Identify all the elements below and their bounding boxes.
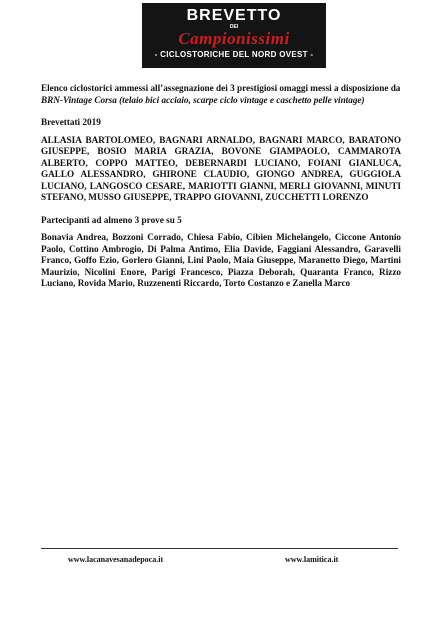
intro-text-end: (telaio bici acciaio, scarpe ciclo vintage e caschetto pelle vintage) [116,94,365,105]
footer-link-right[interactable]: www.lamitica.it [285,555,339,564]
logo-script-title: Campionissimi [178,29,290,48]
partecipanti-list: Bonavia Andrea, Bozzoni Corrado, Chiesa Fabio, Cibien Michelangelo, Ciccone Antonio Paolo, Cottino Ambrogio, Di Palma Antimo, Elia Davide, Faggiani Alessandro, Garavelli Franco, Goffo Ezio, Gorlero Gianni, Lini Paolo, Maia Giuseppe, Maranetto Diego, Martini Maurizio, Nicolini Enore, Parigi Francesco, Piazza Deborah, Quaranta Franco, Rizzo Luciano, Rovida Mario, Ruzzenenti Riccardo, Torto Costanzo e Zanella Marco [41,232,401,288]
footer-link-left[interactable]: www.lacanavesanadepoca.it [68,555,164,564]
document-body [41,83,401,290]
intro-paragraph [41,83,401,106]
brevettati-list: ALLASIA BARTOLOMEO, BAGNARI ARNALDO, BAGNARI MARCO, BARATONO GIUSEPPE, BOSIO MARIA GRAZIA, BOVONE GIAMPAOLO, CAMMAROTA ALBERTO, COPPO MATTEO, DEBERNARDI LUCIANO, FOIANI GIANLUCA, GALLO ALESSANDRO, GHIRONE CLAUDIO, GIONGO ANDREA, GUGGIOLA LUCIANO, LANGOSCO CESARE, MARIOTTI GIANNI, MERLI GIOVANNI, MINUTI STEFANO, MUSSO GIUSEPPE, TRAPPO GIOVANNI, ZUCCHETTI LORENZO [41,134,401,202]
brevettati-heading: Brevettati 2019 [41,117,101,127]
brevetto-logo [142,3,326,68]
footer-divider [41,548,398,549]
logo-dei: DEI [229,24,239,30]
logo-title: BREVETTO [186,7,282,24]
partecipanti-heading: Partecipanti ad almeno 3 prove su 5 [41,214,182,225]
intro-brand: BRN-Vintage Corsa [41,94,117,105]
intro-text-start: Elenco ciclostorici ammessi all’assegnazione dei 3 prestigiosi omaggi messi a disposizione da [41,83,401,93]
logo-subtitle: - CICLOSTORICHE DEL NORD OVEST - [154,50,314,59]
